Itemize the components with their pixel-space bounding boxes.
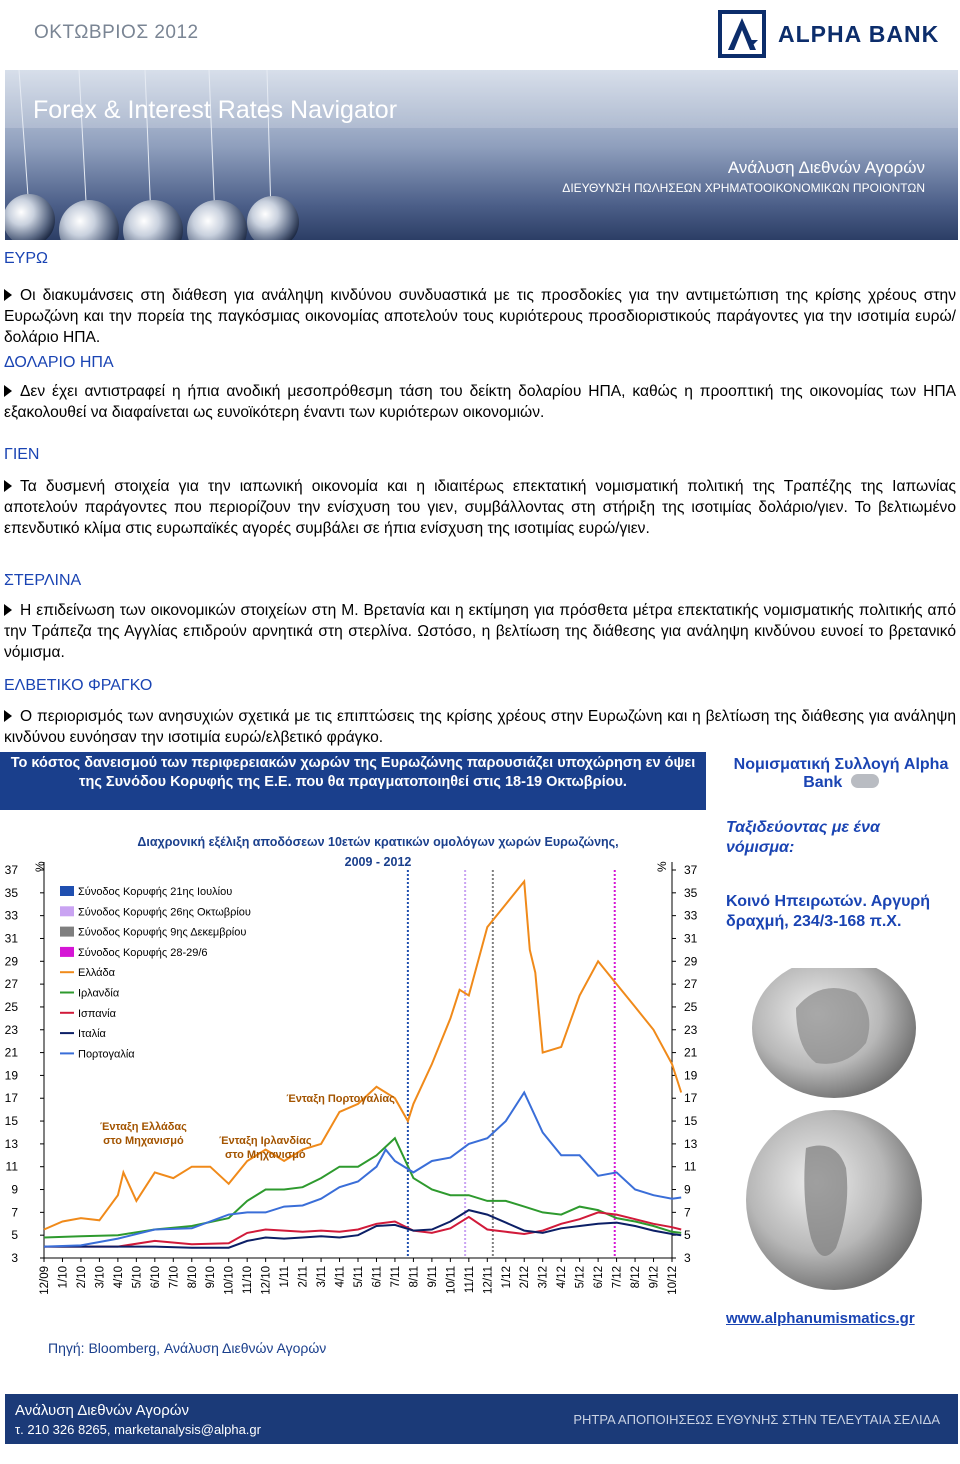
x-tick-label: 7/10 (168, 1266, 181, 1289)
x-tick-label: 1/11 (279, 1266, 292, 1288)
section-text-chf: Ο περιορισμός των ανησυχιών σχετικά με τις επιπτώσεις της κρίσης χρέους στην Ευρωζώνη και η βελτίωση της διάθεσης για ανάληψη κινδύνου ευνόησαν την ισοτιμία ευρώ/ελβετικό φράγκο. (4, 708, 956, 746)
report-date: ΟΚΤΩΒΡΙΟΣ 2012 (34, 22, 199, 43)
disclaimer-link[interactable]: ΡΗΤΡΑ ΑΠΟΠΟΙΗΣΕΩΣ ΕΥΘΥΝΗΣ ΣΤΗΝ ΤΕΛΕΥΤΑΙΑ ΣΕΛΙΔΑ (573, 1412, 940, 1427)
x-tick-label: 7/11 (389, 1266, 402, 1288)
y-tick-label-right: 21 (684, 1045, 698, 1060)
x-tick-label: 3/12 (537, 1266, 550, 1289)
legend-label: Σύνοδος Κορυφής 26ης Οκτωβρίου (78, 906, 251, 919)
x-tick-label: 10/11 (445, 1266, 458, 1294)
y-tick-label-left: 19 (4, 1068, 18, 1083)
x-tick-label: 3/11 (316, 1266, 329, 1288)
y-tick-label-left: 17 (4, 1091, 18, 1106)
bullet-arrow-icon (4, 289, 12, 301)
y-axis-label-left: % (33, 861, 47, 872)
y-tick-label-left: 33 (4, 908, 18, 923)
chart-annotation: Ένταξη Πορτογαλίας (286, 1093, 395, 1105)
bullet-arrow-icon (4, 385, 12, 397)
y-tick-label-left: 37 (4, 863, 18, 877)
alpha-bank-logo (718, 8, 958, 60)
y-tick-label-left: 3 (11, 1251, 18, 1265)
series-line (44, 1212, 681, 1246)
series-line (44, 1093, 681, 1247)
y-tick-label-left: 31 (4, 931, 18, 946)
y-tick-label-left: 25 (4, 999, 18, 1014)
coin-small-icon (851, 774, 879, 788)
x-tick-label: 3/10 (94, 1266, 107, 1289)
x-tick-label: 12/09 (39, 1266, 51, 1295)
x-tick-label: 4/12 (556, 1266, 569, 1289)
x-tick-label: 6/11 (371, 1266, 384, 1288)
legend-label: Σύνοδος Κορυφής 9ης Δεκεμβρίου (78, 926, 247, 939)
x-tick-label: 5/11 (353, 1266, 365, 1288)
sidebar-coin-description: Κοινό Ηπειρωτών. Αργυρή δραχμή, 234/3-168 π.Χ. (726, 893, 931, 930)
y-tick-label-right: 35 (684, 885, 698, 900)
series-line (44, 1138, 681, 1237)
x-tick-label: 2/10 (75, 1266, 88, 1289)
y-tick-label-right: 11 (684, 1159, 697, 1174)
footer-department: Ανάλυση Διεθνών Αγορών (15, 1402, 189, 1419)
y-tick-label-right: 9 (684, 1182, 691, 1197)
section-heading-usd: ΔΟΛΑΡΙΟ ΗΠΑ (4, 354, 114, 371)
y-tick-label-right: 3 (684, 1251, 691, 1265)
chart-source: Πηγή: Bloomberg, Ανάλυση Διεθνών Αγορών (48, 1340, 327, 1356)
y-axis-label-right: % (655, 861, 669, 872)
y-tick-label-right: 5 (684, 1228, 691, 1243)
section-heading-chf: ΕΛΒΕΤΙΚΟ ΦΡΑΓΚΟ (4, 677, 153, 694)
y-tick-label-left: 5 (11, 1228, 18, 1243)
x-tick-label: 10/10 (223, 1266, 236, 1295)
legend-label: Σύνοδος Κορυφής 28-29/6 (78, 946, 208, 959)
legend-label: Ισπανία (78, 1007, 116, 1020)
footer-contact: τ. 210 326 8265, marketanalysis@alpha.gr (15, 1422, 261, 1437)
y-tick-label-right: 19 (684, 1068, 698, 1083)
chart-caption-box: Το κόστος δανεισμού των περιφερειακών χωρών της Ευρωζώνης παρουσιάζει υποχώρηση εν όψει της Συνόδου Κορυφής της Ε.Ε. που θα πραγματοποιηθεί στις 18-19 Οκτωβρίου. (0, 752, 706, 810)
legend-swatch (60, 947, 74, 957)
chart-title: Διαχρονική εξέλιξη αποδόσεων 10ετών κρατικών ομολόγων χωρών Ευρωζώνης, (137, 835, 619, 849)
header-banner (5, 70, 958, 240)
y-tick-label-right: 29 (684, 954, 698, 969)
x-tick-label: 11/11 (463, 1266, 476, 1294)
report-title: Forex & Interest Rates Navigator (33, 96, 398, 124)
bullet-arrow-icon (4, 480, 12, 492)
y-tick-label-right: 27 (684, 977, 698, 992)
legend-label: Ιταλία (78, 1028, 106, 1041)
x-tick-label: 8/10 (186, 1266, 199, 1289)
bullet-arrow-icon (4, 710, 12, 722)
footer-bar (5, 1394, 958, 1444)
y-tick-label-right: 17 (684, 1091, 698, 1106)
section-heading-yen: ΓΙΕΝ (4, 446, 40, 463)
section-text-usd: Δεν έχει αντιστραφεί η ήπια ανοδική μεσοπρόθεσμη τάση του δείκτη δολαρίου ΗΠΑ, καθώς η προοπτική της οικονομίας των ΗΠΑ εξακολουθεί να διαφαίνεται ως ευνοϊκότερη έναντι των κυριότερων οικονομιών. (4, 383, 956, 421)
x-tick-label: 1/10 (57, 1266, 70, 1289)
x-tick-label: 4/11 (334, 1266, 347, 1288)
x-tick-label: 1/12 (500, 1266, 513, 1289)
y-tick-label-right: 7 (684, 1205, 691, 1220)
chart-annotation: στο Μηχανισμό (225, 1149, 306, 1161)
legend-label: Ιρλανδία (78, 987, 120, 1000)
legend-label: Σύνοδος Κορυφής 21ης Ιουλίου (78, 886, 233, 898)
y-tick-label-left: 9 (11, 1182, 18, 1197)
y-tick-label-left: 11 (5, 1159, 18, 1174)
chart-annotation: Ένταξη Ιρλανδίας (219, 1135, 312, 1147)
x-tick-label: 5/10 (131, 1266, 144, 1289)
division-title: ΔΙΕΥΘΥΝΣΗ ΠΩΛΗΣΕΩΝ ΧΡΗΜΑΤΟΟΙΚΟΝΟΜΙΚΩΝ ΠΡΟΙΟΝΤΩΝ (562, 181, 925, 195)
chart-title-line2: 2009 - 2012 (344, 855, 412, 869)
sidebar-subheading: Ταξιδεύοντας με ένα νόμισμα: (726, 819, 880, 856)
section-text-gbp: Η επιδείνωση των οικονομικών στοιχείων στη Μ. Βρετανία και η εκτίμηση για πρόσθετα μέτρα επεκτατικής νομισματικής πολιτικής από την Τράπεζα της Αγγλίας επιδρούν αρνητικά στη στερλίνα. Ωστόσο, η βελτίωση της διάθεσης για ανάληψη κινδύνου ευνοεί το βρετανικό νόμισμα. (4, 602, 956, 661)
y-tick-label-left: 21 (4, 1045, 18, 1060)
x-tick-label: 4/10 (112, 1266, 125, 1289)
x-tick-label: 12/10 (260, 1266, 273, 1295)
y-tick-label-right: 37 (684, 863, 698, 877)
chart-annotation: στο Μηχανισμό (103, 1135, 184, 1147)
ancient-coin-image (726, 968, 956, 1298)
legend-swatch (60, 886, 74, 896)
x-tick-label: 2/12 (519, 1266, 532, 1289)
alpha-logo-icon (718, 10, 766, 58)
y-tick-label-left: 27 (4, 977, 18, 992)
section-text-euro: Οι διακυμάνσεις στη διάθεση για ανάληψη κινδύνου συνδυαστικά με τις προσδοκίες για την αντιμετώπιση της κρίσης χρέους στην Ευρωζώνη και την πορεία της παγκόσμιας οικονομίας αποτελούν τους κυριότερους προσδιοριστικούς παράγοντες για την ισοτιμία ευρώ/δολάριο ΗΠΑ. (4, 287, 956, 346)
y-tick-label-right: 13 (684, 1136, 698, 1151)
legend-swatch (60, 906, 74, 916)
x-tick-label: 2/11 (297, 1266, 310, 1288)
y-tick-label-right: 23 (684, 1022, 698, 1037)
x-tick-label: 7/12 (611, 1266, 624, 1289)
section-heading-gbp: ΣΤΕΡΛΙΝΑ (4, 572, 82, 589)
y-tick-label-left: 7 (11, 1205, 18, 1220)
section-text-yen: Τα δυσμενή στοιχεία για την ιαπωνική οικονομία και η ιδιαιτέρως επεκτατική νομισματική πολιτική της Τραπέζης της Ιαπωνίας αποτελούν παράγοντες που περιορίζουν την ενίσχυση του γιεν, συμβάλλοντας στη στήριξη της ισοτιμίας δολάριο/γιεν. Το βελτιωμένο επενδυτικό κλίμα στις ευρωπαϊκές αγορές συμβάλει σε ήπια ενίσχυση της ισοτιμίας ευρώ/γιεν. (4, 478, 956, 537)
bond-yield-chart (0, 812, 706, 1337)
x-tick-label: 9/10 (205, 1266, 218, 1289)
legend-swatch (60, 927, 74, 937)
y-tick-label-left: 35 (4, 885, 18, 900)
x-tick-label: 10/12 (667, 1266, 679, 1295)
y-tick-label-right: 31 (684, 931, 698, 946)
x-tick-label: 8/11 (408, 1266, 421, 1288)
sidebar-heading: Νομισματική Συλλογή Alpha Bank (733, 756, 949, 791)
x-tick-label: 9/12 (648, 1266, 661, 1289)
y-tick-label-left: 29 (4, 954, 18, 969)
legend-label: Ελλάδα (78, 967, 116, 980)
bullet-arrow-icon (4, 604, 12, 616)
y-tick-label-left: 13 (4, 1136, 18, 1151)
x-tick-label: 8/12 (630, 1266, 643, 1289)
x-tick-label: 11/10 (242, 1266, 255, 1294)
y-tick-label-right: 33 (684, 908, 698, 923)
y-tick-label-right: 25 (684, 999, 698, 1014)
legend-label: Πορτογαλία (78, 1048, 135, 1061)
x-tick-label: 5/12 (574, 1266, 587, 1289)
x-tick-label: 9/11 (426, 1266, 439, 1288)
x-tick-label: 6/12 (593, 1266, 606, 1289)
numismatics-link[interactable]: www.alphanumismatics.gr (726, 1310, 915, 1327)
logo-text: ALPHA BANK (778, 20, 940, 47)
chart-annotation: Ένταξη Ελλάδας (99, 1121, 187, 1133)
x-tick-label: 12/11 (482, 1266, 495, 1294)
y-tick-label-left: 23 (4, 1022, 18, 1037)
y-tick-label-right: 15 (684, 1114, 698, 1129)
department-title: Ανάλυση Διεθνών Αγορών (727, 158, 925, 177)
y-tick-label-left: 15 (4, 1114, 18, 1129)
x-tick-label: 6/10 (149, 1266, 162, 1289)
section-heading-euro: ΕΥΡΩ (4, 250, 48, 267)
